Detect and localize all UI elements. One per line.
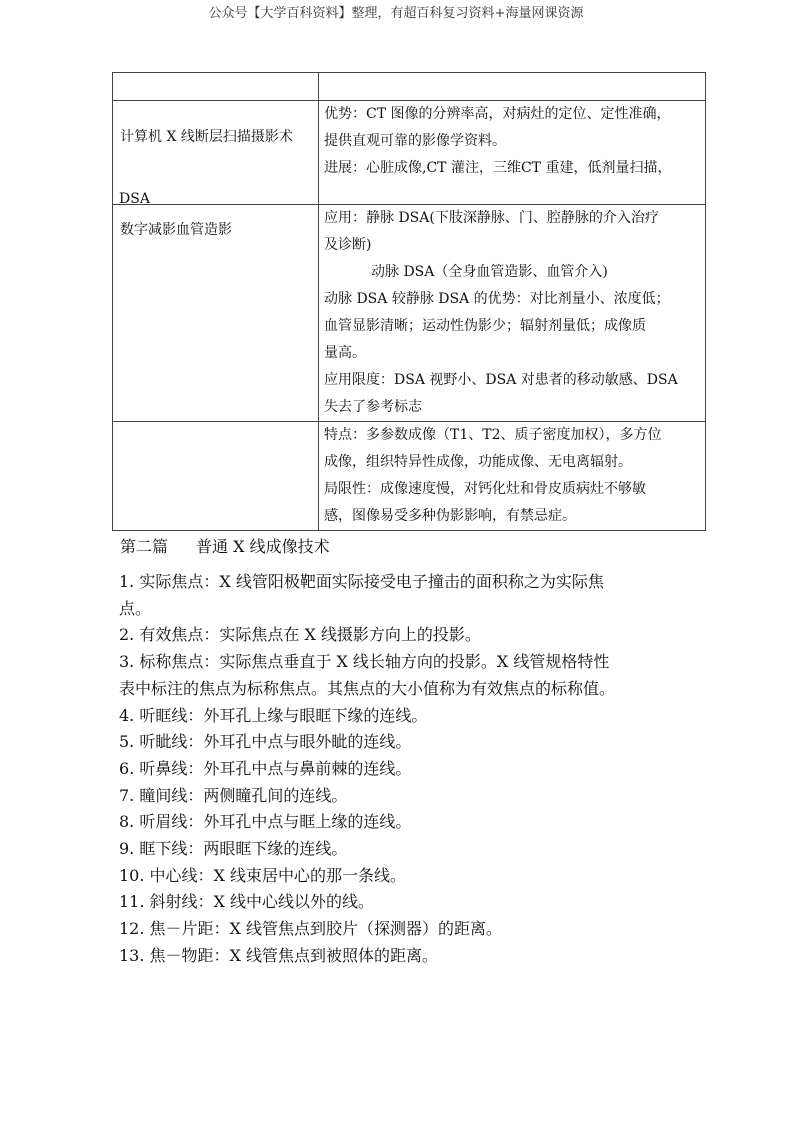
section-part: 第二篇 [120,537,169,556]
list-item: 4. 听眶线：外耳孔上缘与眼眶下缘的连线。 [119,705,428,725]
list-item: 1. 实际焦点：X 线管阳极靶面实际接受电子撞击的面积称之为实际焦 [119,572,604,591]
list-item: 点。 [119,598,152,618]
text-line: 局限性：成像速度慢，对钙化灶和骨皮质病灶不够敏 [324,481,646,497]
text-line: 成像，组织特异性成像，功能成像、无电离辐射。 [324,454,632,470]
list-item: 11. 斜射线：X 线中心线以外的线。 [119,892,375,912]
text-line: 应用限度：DSA 视野小、DSA 对患者的移动敏感、DSA [324,372,678,388]
dsa-description [319,205,706,422]
definition-list [119,569,709,970]
text-line: 失去了参考标志 [324,399,422,415]
text-line: 应用：静脉 DSA(下肢深静脉、门、腔静脉的介入治疗 [324,210,659,226]
ct-technique-name: 计算机 X 线断层扫描摄影术 [120,129,293,145]
dsa-abbreviation: DSA [119,191,150,207]
list-item: 3. 标称焦点：实际焦点垂直于 X 线长轴方向的投影。X 线管规格特性 [119,652,610,672]
list-item: 10. 中心线：X 线束居中心的那一条线。 [119,865,407,885]
text-line: 进展：心脏成像,CT 灌注，三维CT 重建，低剂量扫描， [324,160,672,176]
text-line: 提供直观可靠的影像学资料。 [324,133,506,149]
dsa-technique-name: 数字减影血管造影 [120,222,232,238]
text-line: 血管显影清晰；运动性伪影少；辐射剂量低；成像质 [324,318,646,334]
list-item: 8. 听眉线：外耳孔中点与眶上缘的连线。 [119,812,412,832]
text-line: 动脉 DSA（全身血管造影、血管介入) [371,264,608,280]
list-item: 13. 焦－物距：X 线管焦点到被照体的距离。 [119,945,439,965]
page-header: 公众号【大学百科资料】整理，有超百科复习资料+海量网课资源 [208,6,584,21]
text-line: 量高。 [324,345,366,361]
section-name: 普通 X 线成像技术 [196,537,330,556]
list-item: 2. 有效焦点：实际焦点在 X 线摄影方向上的投影。 [119,625,481,645]
text-line: 特点：多参数成像（T1、T2、质子密度加权），多方位 [324,427,662,443]
text-line: 动脉 DSA 较静脉 DSA 的优势：对比剂量小、浓度低； [324,291,670,307]
list-item: 5. 听眦线：外耳孔中点与眼外眦的连线。 [119,732,412,752]
table-row [113,101,706,205]
text-line: 优势：CT 图像的分辨率高，对病灶的定位、定性准确， [324,106,671,122]
list-item: 6. 听鼻线：外耳孔中点与鼻前棘的连线。 [119,758,412,778]
section-title [120,534,330,557]
mri-description [319,422,706,531]
list-item: 7. 瞳间线：两侧瞳孔间的连线。 [119,785,348,805]
list-item: 表中标注的焦点为标称焦点。其焦点的大小值称为有效焦点的标称值。 [119,678,616,698]
table-row [113,422,706,531]
table-row [113,73,706,101]
imaging-techniques-table [112,72,706,531]
table-row [113,205,706,422]
list-item: 9. 眶下线：两眼眶下缘的连线。 [119,839,348,859]
list-item: 12. 焦－片距：X 线管焦点到胶片（探测器）的距离。 [119,919,503,939]
text-line: 感，图像易受多种伪影影响，有禁忌症。 [324,508,576,524]
text-line: 及诊断) [324,237,372,253]
ct-description [319,101,706,205]
